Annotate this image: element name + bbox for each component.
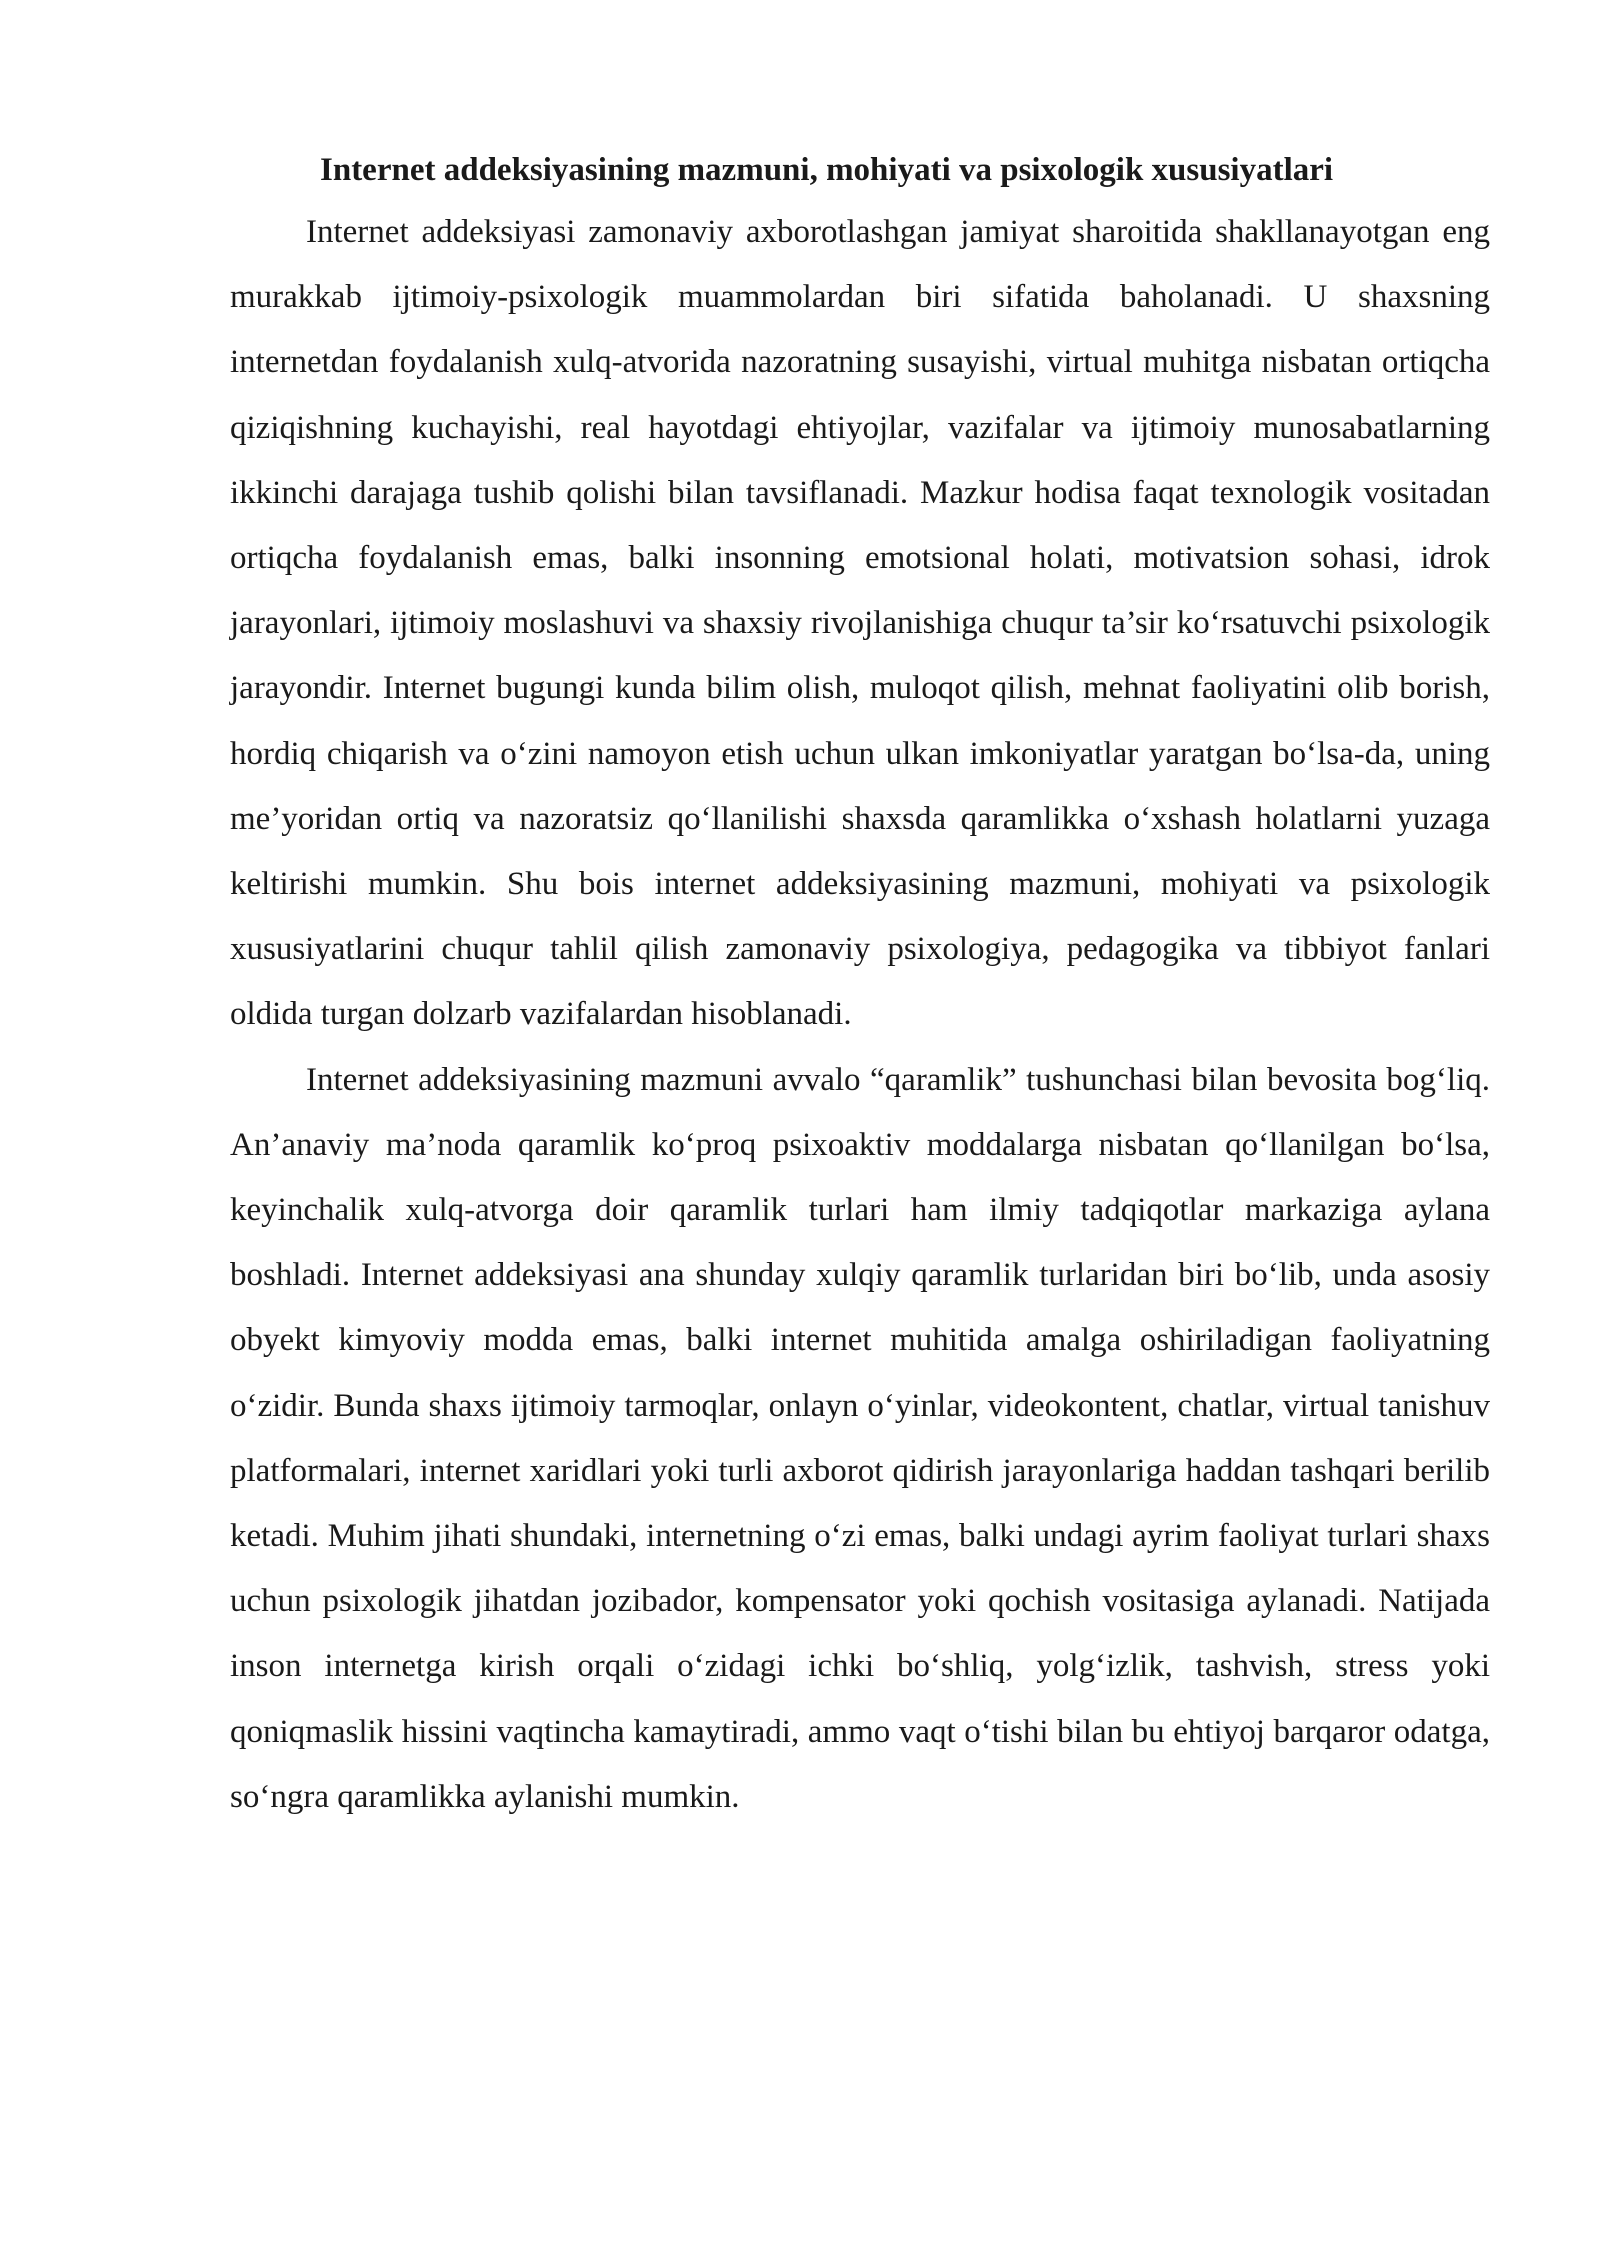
paragraph-2: Internet addeksiyasining mazmuni avvalo “qaramlik” tushunchasi bilan bevosita bog‘liq. An’anaviy ma’noda qaramlik ko‘proq psixoaktiv moddalarga nisbatan qo‘llanilgan bo‘lsa, keyinchalik xulq-atvorga doir qaramlik turlari ham ilmiy tadqiqotlar markaziga aylana boshladi. Internet addeksiyasi ana shunday xulqiy qaramlik turlaridan biri bo‘lib, unda asosiy obyekt kimyoviy modda emas, balki internet muhitida amalga oshiriladigan faoliyatning o‘zidir. Bunda shaxs ijtimoiy tarmoqlar, onlayn o‘yinlar, videokontent, chatlar, virtual tanishuv platformalari, internet xaridlari yoki turli axborot qidirish jarayonlariga haddan tashqari berilib ketadi. Muhim jihati shundaki, internetning o‘zi emas, balki undagi ayrim faoliyat turlari shaxs uchun psixologik jihatdan jozibador, kompensator yoki qochish vositasiga aylanadi. Natijada inson internetga kirish orqali o‘zidagi ichki bo‘shliq, yolg‘izlik, tashvish, stress yoki qoniqmaslik hissini vaqtincha kamaytiradi, ammo vaqt o‘tishi bilan bu ehtiyoj barqaror odatga, so‘ngra qaramlikka aylanishi mumkin. xyxy=(230,1061,1490,1815)
paragraph-1: Internet addeksiyasi zamonaviy axborotlashgan jamiyat sharoitida shakllanayotgan eng murakkab ijtimoiy-psixologik muammolardan biri sifatida baholanadi. U shaxsning internetdan foydalanish xulq-atvorida nazoratning susayishi, virtual muhitga nisbatan ortiqcha qiziqishning kuchayishi, real hayotdagi ehtiyojlar, vazifalar va ijtimoiy munosabatlarning ikkinchi darajaga tushib qolishi bilan tavsiflanadi. Mazkur hodisa faqat texnologik vositadan ortiqcha foydalanish emas, balki insonning emotsional holati, motivatsion sohasi, idrok jarayonlari, ijtimoiy moslashuvi va shaxsiy rivojlanishiga chuqur ta’sir ko‘rsatuvchi psixologik jarayondir. Internet bugungi kunda bilim olish, muloqot qilish, mehnat faoliyatini olib borish, hordiq chiqarish va o‘zini namoyon etish uchun ulkan imkoniyatlar yaratgan bo‘lsa-da, uning me’yoridan ortiq va nazoratsiz qo‘llanilishi shaxsda qaramlikka o‘xshash holatlarni yuzaga keltirishi mumkin. Shu bois internet addeksiyasining mazmuni, mohiyati va psixologik xususiyatlarini chuqur tahlil qilish zamonaviy psixologiya, pedagogika va tibbiyot fanlari oldida turgan dolzarb vazifalardan hisoblanadi. xyxy=(230,214,1490,1033)
document-body xyxy=(230,152,1490,1830)
document-title: Internet addeksiyasining mazmuni, mohiyati va psixologik xususiyatlari xyxy=(320,152,1334,188)
